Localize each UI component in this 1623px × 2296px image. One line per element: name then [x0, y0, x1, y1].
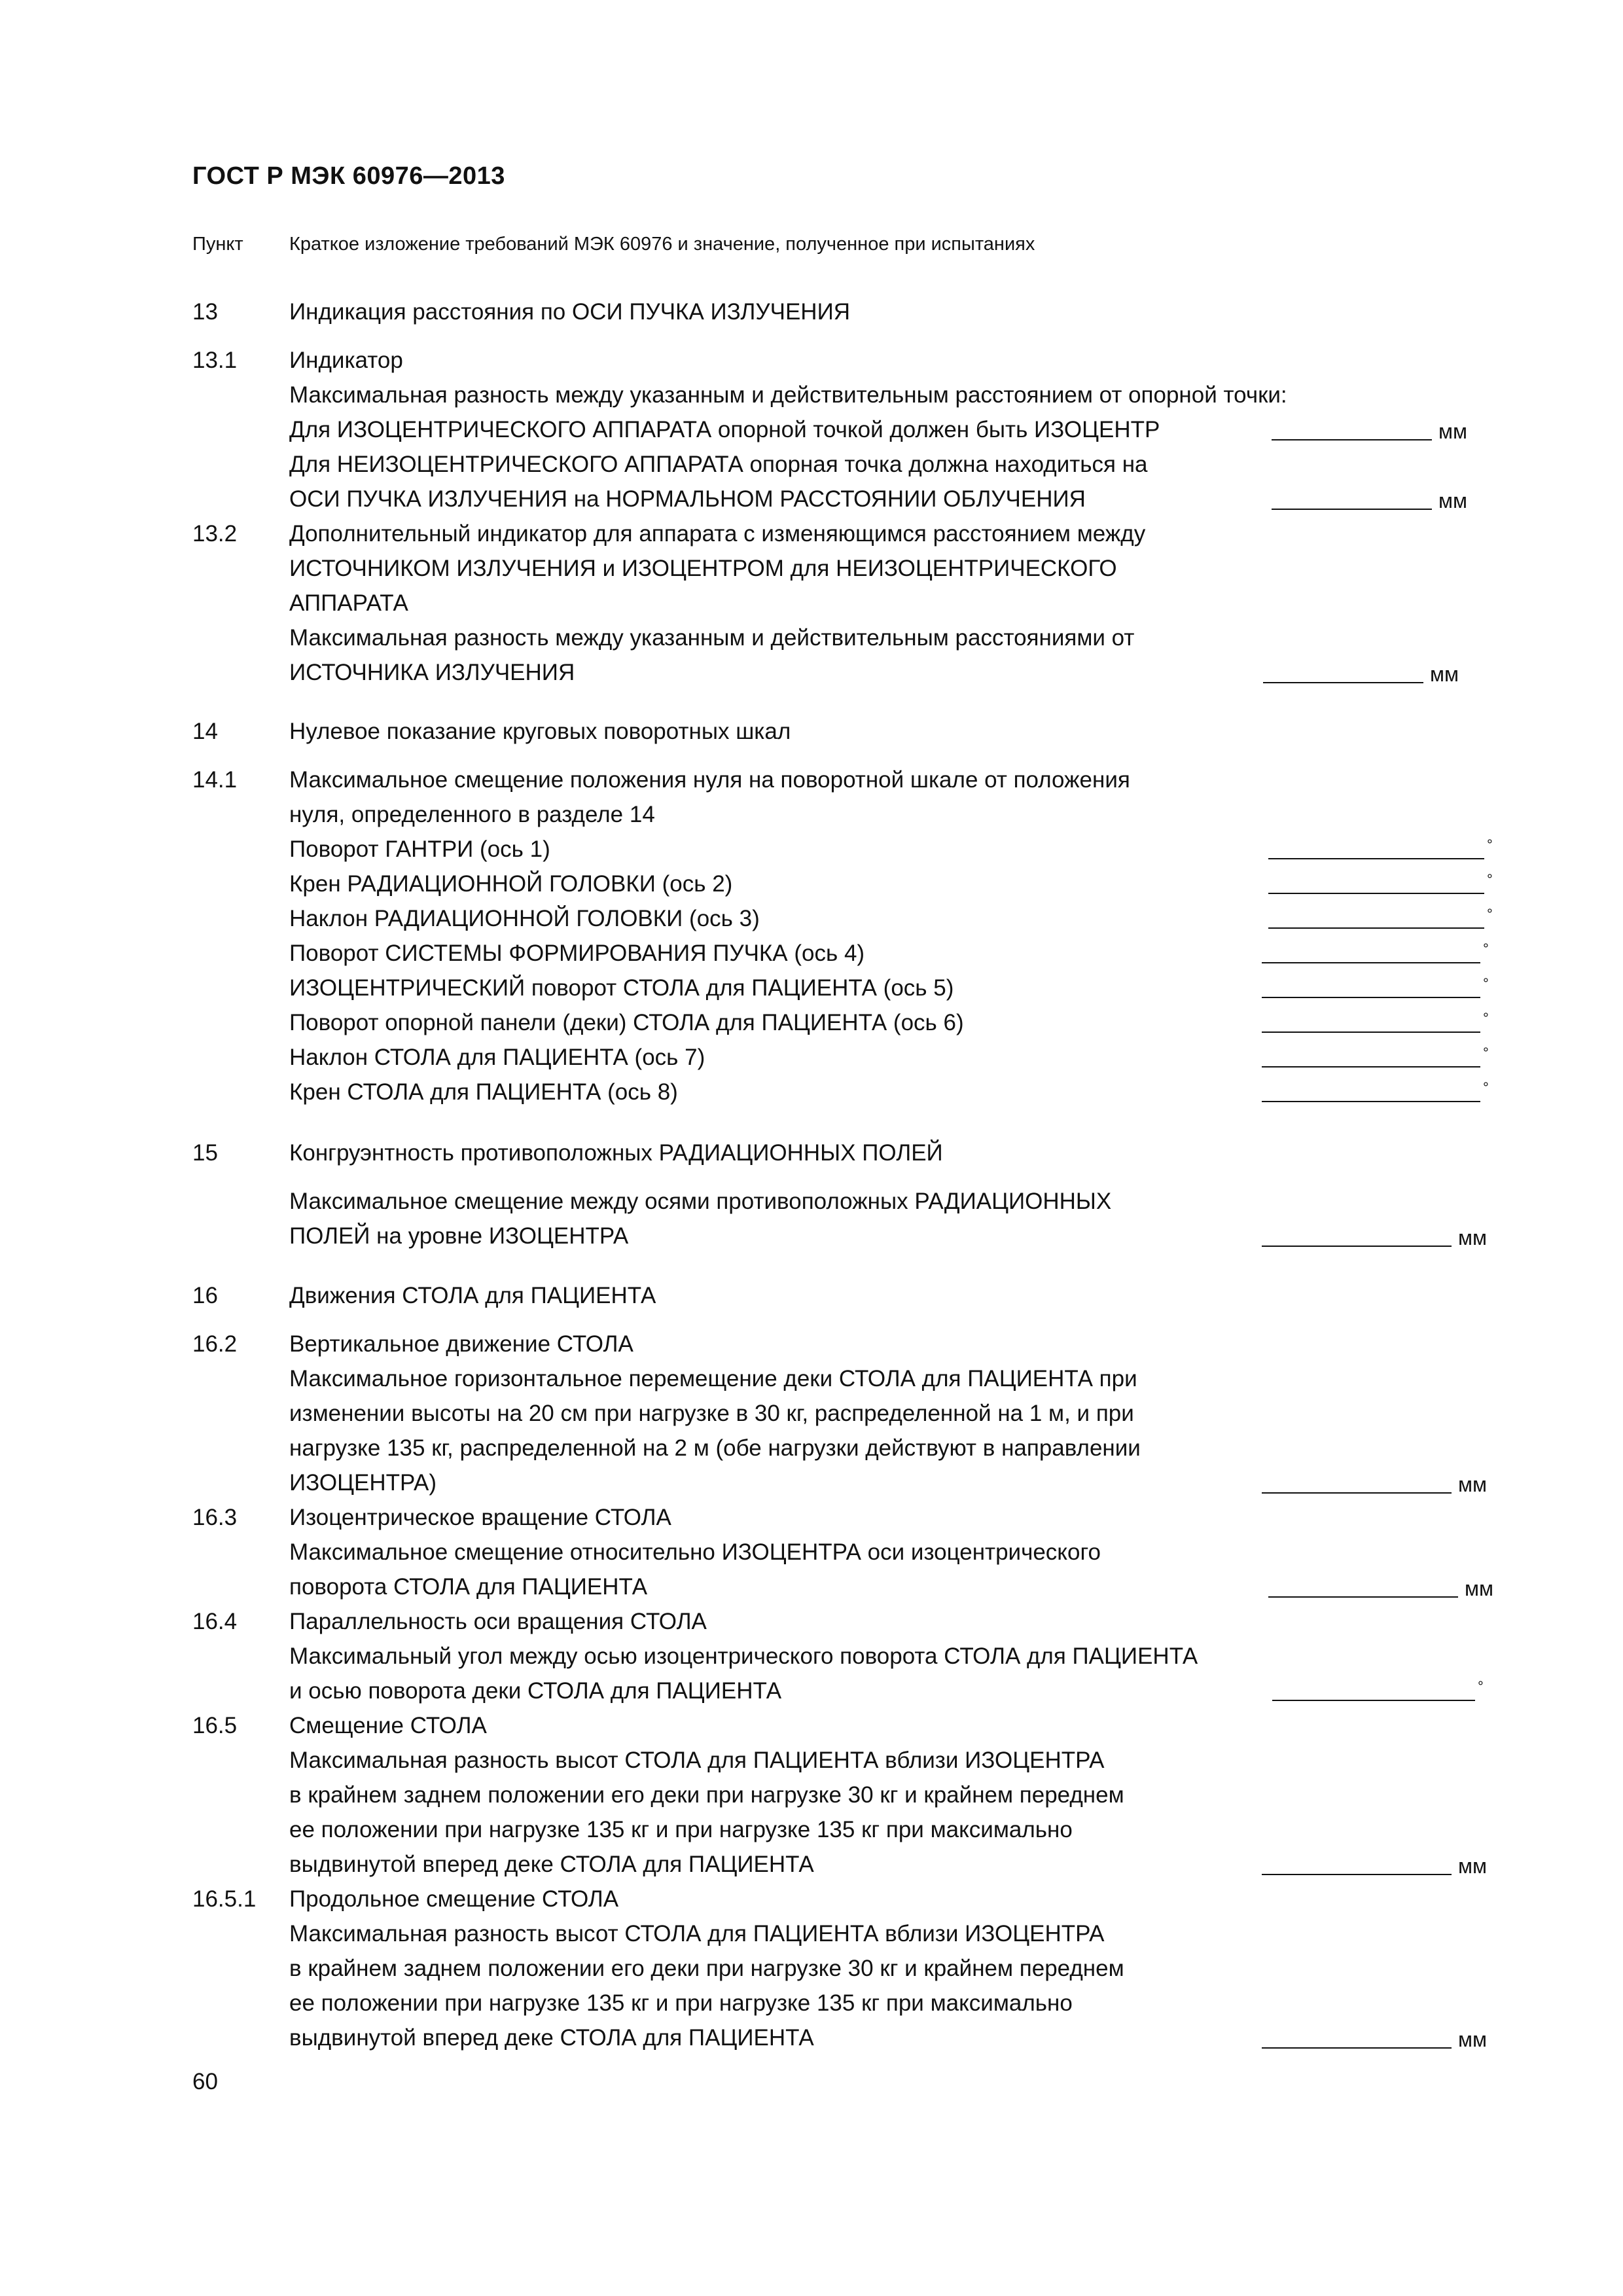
item-number: 15	[192, 1140, 218, 1166]
item-text: ОСИ ПУЧКА ИЗЛУЧЕНИЯ на НОРМАЛЬНОМ РАССТОЯНИИ ОБЛУЧЕНИЯ	[289, 486, 1086, 512]
section-title: Нулевое показание круговых поворотных шкал	[289, 719, 791, 744]
item-text: поворота СТОЛА для ПАЦИЕНТА	[289, 1574, 648, 1600]
item-title: Изоцентрическое вращение СТОЛА	[289, 1505, 671, 1530]
item-text: Максимальное горизонтальное перемещение деки СТОЛА для ПАЦИЕНТА при	[289, 1366, 1137, 1391]
item-number: 16.3	[192, 1505, 238, 1530]
page-number: 60	[192, 2069, 218, 2094]
item-title: Смещение СТОЛА	[289, 1713, 487, 1738]
axis-line: Крен СТОЛА для ПАЦИЕНТА (ось 8)	[289, 1079, 678, 1105]
answer-blank[interactable]	[1263, 682, 1423, 683]
unit-mm: мм	[1458, 1473, 1487, 1496]
unit-degree: °	[1483, 1079, 1489, 1096]
item-number: 13.2	[192, 521, 238, 547]
section-title: Индикация расстояния по ОСИ ПУЧКА ИЗЛУЧЕНИЯ	[289, 299, 851, 325]
item-number: 13.1	[192, 348, 238, 373]
column-head-item: Пункт	[192, 234, 243, 255]
unit-degree: °	[1487, 836, 1493, 853]
answer-blank[interactable]	[1262, 1492, 1452, 1494]
answer-blank[interactable]	[1272, 1700, 1475, 1701]
document-header: ГОСТ Р МЭК 60976—2013	[192, 162, 505, 190]
section-title: Конгруэнтность противоположных РАДИАЦИОННЫХ ПОЛЕЙ	[289, 1140, 943, 1166]
axis-line: Наклон РАДИАЦИОННОЙ ГОЛОВКИ (ось 3)	[289, 906, 760, 931]
item-number: 16.2	[192, 1331, 238, 1357]
item-text: и осью поворота деки СТОЛА для ПАЦИЕНТА	[289, 1678, 782, 1704]
answer-blank[interactable]	[1262, 1246, 1452, 1247]
answer-blank[interactable]	[1268, 858, 1484, 859]
unit-degree: °	[1483, 1045, 1489, 1061]
answer-blank[interactable]	[1262, 1874, 1452, 1875]
item-text: нуля, определенного в разделе 14	[289, 802, 655, 827]
axis-line: ИЗОЦЕНТРИЧЕСКИЙ поворот СТОЛА для ПАЦИЕНТА (ось 5)	[289, 975, 954, 1001]
answer-blank[interactable]	[1262, 997, 1480, 998]
answer-blank[interactable]	[1262, 1031, 1480, 1033]
item-text: ИСТОЧНИКА ИЗЛУЧЕНИЯ	[289, 660, 575, 685]
axis-line: Поворот СИСТЕМЫ ФОРМИРОВАНИЯ ПУЧКА (ось 4)	[289, 941, 865, 966]
item-number: 14	[192, 719, 218, 744]
unit-mm: мм	[1458, 1226, 1487, 1249]
answer-blank[interactable]	[1272, 509, 1432, 510]
axis-line: Поворот опорной панели (деки) СТОЛА для ПАЦИЕНТА (ось 6)	[289, 1010, 964, 1035]
item-title: Индикатор	[289, 348, 403, 373]
item-text: в крайнем заднем положении его деки при нагрузке 30 кг и крайнем переднем	[289, 1956, 1124, 1981]
unit-degree: °	[1478, 1678, 1484, 1695]
item-text: Для ИЗОЦЕНТРИЧЕСКОГО АППАРАТА опорной точкой должен быть ИЗОЦЕНТР	[289, 417, 1160, 442]
item-text: в крайнем заднем положении его деки при нагрузке 30 кг и крайнем переднем	[289, 1782, 1124, 1808]
unit-mm: мм	[1458, 1854, 1487, 1878]
item-text: выдвинутой вперед деке СТОЛА для ПАЦИЕНТА	[289, 2025, 814, 2051]
unit-degree: °	[1483, 1010, 1489, 1026]
item-text: выдвинутой вперед деке СТОЛА для ПАЦИЕНТА	[289, 1852, 814, 1877]
item-number: 16.5	[192, 1713, 238, 1738]
unit-mm: мм	[1465, 1577, 1493, 1600]
item-number: 14.1	[192, 767, 238, 793]
item-text: Для НЕИЗОЦЕНТРИЧЕСКОГО АППАРАТА опорная точка должна находиться на	[289, 452, 1148, 477]
item-text: ИЗОЦЕНТРА)	[289, 1470, 437, 1496]
item-number: 16.4	[192, 1609, 238, 1634]
item-text: Максимальная разность высот СТОЛА для ПАЦИЕНТА вблизи ИЗОЦЕНТРА	[289, 1748, 1105, 1773]
item-text: ИСТОЧНИКОМ ИЗЛУЧЕНИЯ и ИЗОЦЕНТРОМ для НЕИЗОЦЕНТРИЧЕСКОГО	[289, 556, 1117, 581]
item-text: нагрузке 135 кг, распределенной на 2 м (обе нагрузки действуют в направлении	[289, 1435, 1141, 1461]
item-title: Вертикальное движение СТОЛА	[289, 1331, 633, 1357]
item-number: 16.5.1	[192, 1886, 257, 1912]
answer-blank[interactable]	[1268, 927, 1484, 929]
section-title: Движения СТОЛА для ПАЦИЕНТА	[289, 1283, 656, 1308]
item-text: Максимальное смещение положения нуля на поворотной шкале от положения	[289, 767, 1130, 793]
item-text: Максимальная разность высот СТОЛА для ПАЦИЕНТА вблизи ИЗОЦЕНТРА	[289, 1921, 1105, 1946]
answer-blank[interactable]	[1262, 962, 1480, 963]
item-text: ее положении при нагрузке 135 кг и при нагрузке 135 кг при максимально	[289, 1990, 1073, 2016]
item-text: Максимальный угол между осью изоцентрического поворота СТОЛА для ПАЦИЕНТА	[289, 1643, 1198, 1669]
axis-line: Крен РАДИАЦИОННОЙ ГОЛОВКИ (ось 2)	[289, 871, 733, 897]
unit-degree: °	[1483, 941, 1489, 957]
unit-mm: мм	[1430, 662, 1459, 686]
item-text: ПОЛЕЙ на уровне ИЗОЦЕНТРА	[289, 1223, 629, 1249]
unit-degree: °	[1483, 975, 1489, 992]
unit-degree: °	[1487, 906, 1493, 922]
answer-blank[interactable]	[1262, 1101, 1480, 1102]
item-text: Максимальная разность между указанным и действительным расстояниями от	[289, 625, 1135, 651]
answer-blank[interactable]	[1262, 1066, 1480, 1067]
item-text: изменении высоты на 20 см при нагрузке в 30 кг, распределенной на 1 м, и при	[289, 1401, 1134, 1426]
item-title: Параллельность оси вращения СТОЛА	[289, 1609, 707, 1634]
axis-line: Поворот ГАНТРИ (ось 1)	[289, 836, 550, 862]
item-text: АППАРАТА	[289, 590, 408, 616]
answer-blank[interactable]	[1268, 1596, 1458, 1598]
item-text: Максимальное смещение между осями противоположных РАДИАЦИОННЫХ	[289, 1189, 1112, 1214]
axis-line: Наклон СТОЛА для ПАЦИЕНТА (ось 7)	[289, 1045, 705, 1070]
unit-mm: мм	[1458, 2028, 1487, 2051]
answer-blank[interactable]	[1262, 2047, 1452, 2049]
item-text: Дополнительный индикатор для аппарата с изменяющимся расстоянием между	[289, 521, 1146, 547]
item-text: ее положении при нагрузке 135 кг и при нагрузке 135 кг при максимально	[289, 1817, 1073, 1842]
item-text: Максимальная разность между указанным и действительным расстоянием от опорной точки:	[289, 382, 1287, 408]
unit-mm: мм	[1438, 420, 1467, 443]
column-head-description: Краткое изложение требований МЭК 60976 и значение, полученное при испытаниях	[289, 234, 1035, 255]
item-number: 13	[192, 299, 218, 325]
answer-blank[interactable]	[1272, 439, 1432, 440]
item-number: 16	[192, 1283, 218, 1308]
item-title: Продольное смещение СТОЛА	[289, 1886, 619, 1912]
item-text: Максимальное смещение относительно ИЗОЦЕНТРА оси изоцентрического	[289, 1539, 1101, 1565]
answer-blank[interactable]	[1268, 893, 1484, 894]
unit-degree: °	[1487, 871, 1493, 888]
unit-mm: мм	[1438, 489, 1467, 512]
